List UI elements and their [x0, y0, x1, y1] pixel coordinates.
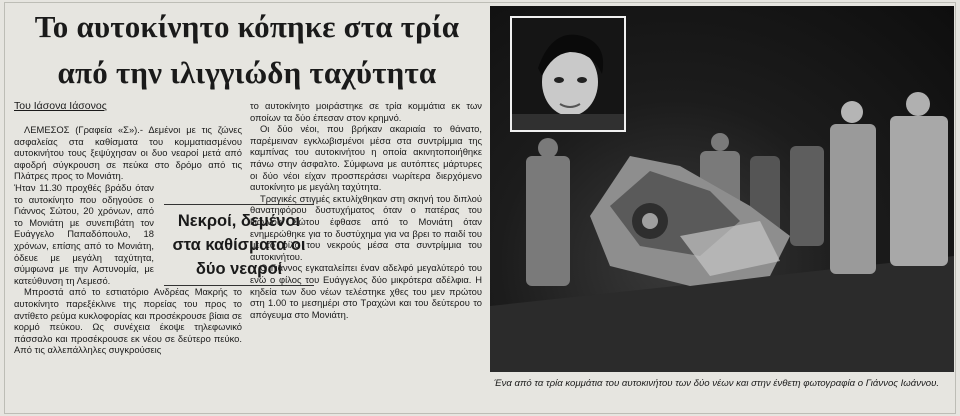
person — [790, 146, 824, 246]
crashed-car-photo — [490, 6, 954, 372]
photo-caption: Ένα από τα τρία κομμάτια του αυτοκινήτου των δύο νέων και στην ένθετη φωτογραφία ο Γιάννος Ιωάννου. — [494, 378, 940, 389]
article-headline — [8, 4, 486, 96]
headline-line-1: Το αυτοκίνητο κόπηκε στα τρία — [34, 9, 460, 44]
person — [890, 116, 948, 266]
person — [830, 124, 876, 274]
byline: Του Ιάσονα Ιάσονος — [14, 100, 107, 112]
headline-line-2: από την ιλιγγιώδη ταχύτητα — [57, 55, 437, 90]
person — [526, 156, 570, 286]
person-head — [538, 138, 558, 158]
portrait-scene — [512, 18, 624, 130]
paragraph: Τραγικές στιγμές εκτυλίχθηκαν στη σκηνή του διπλού θανατηφόρου δυστυχήματος όταν ο πατέρας του Γιάννου Σώτου έφθασε από το Μονιάτη όταν ενημερώθηκε για το δυστύχημα για να βρει το παιδί του με το φίλο του νεκρούς μέσα στα συντρίμμια του αυτοκινήτου. — [250, 192, 482, 262]
portrait-photo — [510, 16, 626, 132]
paragraph: Ο Γιάννος εγκαταλείπει έναν αδελφό μεγαλύτερό του ενώ ο φίλος του Ευάγγελος δύο μικρότερα αδέλφια. Η κηδεία των δυο νέων τελέστηκε χθες του μεν πρώτου στη 1.00 το μεσημέρι στο Τραχώνι και του δεύτερου το απόγευμα στο Μονιάτη. — [250, 262, 482, 320]
text-column-2 — [250, 100, 482, 320]
paragraph: Οι δύο νέοι, που βρήκαν ακαριαία το θάνατο, παρέμειναν εγκλωβισμένοι μέσα στα συντρίμμια της καμπίνας του αυτοκινήτου η οποία ακινητοποιήθηκε πάνω στην άσφαλτο. Σύμφωνα με αυτόπτες μάρτυρες οι δύο νέοι είχαν προσπεράσει νωρίτερα διερχόμενο αυτοκίνητο με μεγάλη ταχύτητα. — [250, 123, 482, 193]
paragraph: ΛΕΜΕΣΟΣ (Γραφεία «Σ»).- Δεμένοι με τις ζώνες ασφαλείας στα καθίσματα του κομματιασμένου αυτοκινήτου τους ξεψύχησαν οι δυο νεαροί μετά από αφοδρή σύγκρουση σε πεύκα στο δρόμο από τις Πλάτρες προς το Μονιάτη. — [14, 124, 242, 182]
paragraph: το αυτοκίνητο μοιράστηκε σε τρία κομμάτια εκ των οποίων τα δύο έπεσαν στον κρημνό. — [250, 100, 482, 123]
person-head — [906, 92, 930, 116]
paragraph: Ήταν 11.30 προχθές βράδυ όταν το αυτοκίνητο που οδηγούσε ο Γιάννος Σώτου, 20 χρόνων, από το Μονιάτη με συνεπιβάτη τον Ευάγγελο Παπαδόπουλο, 18 χρόνων, επίσης από το Μονιάτη, όδευε με μεγάλη ταχύτητα, σύμφωνα με την Αστυνομία, με κατεύθυνση τη Λεμεσό. — [14, 181, 154, 286]
person-head — [841, 101, 863, 123]
pull-quote: Νεκροί, δεμένοι στα καθίσματα οι δύο νεαροί — [164, 204, 314, 286]
paragraph: Μπροστά από το εστιατόριο Ανδρέας Μακρής το αυτοκίνητο παρεξέκλινε της πορείας του προς το αντίθετο ρεύμα κυκλοφορίας και προσέκρουσε βίαια σε κορμό πεύκου. Ως συνέχεια έκοψε τηλεφωνικό πάσσαλο και προσέκρουσε εκ νέου σε δεύτερο πεύκο. Από τις αλλεπάλληλες συγκρούσεις — [14, 286, 242, 356]
person-head — [711, 133, 729, 151]
